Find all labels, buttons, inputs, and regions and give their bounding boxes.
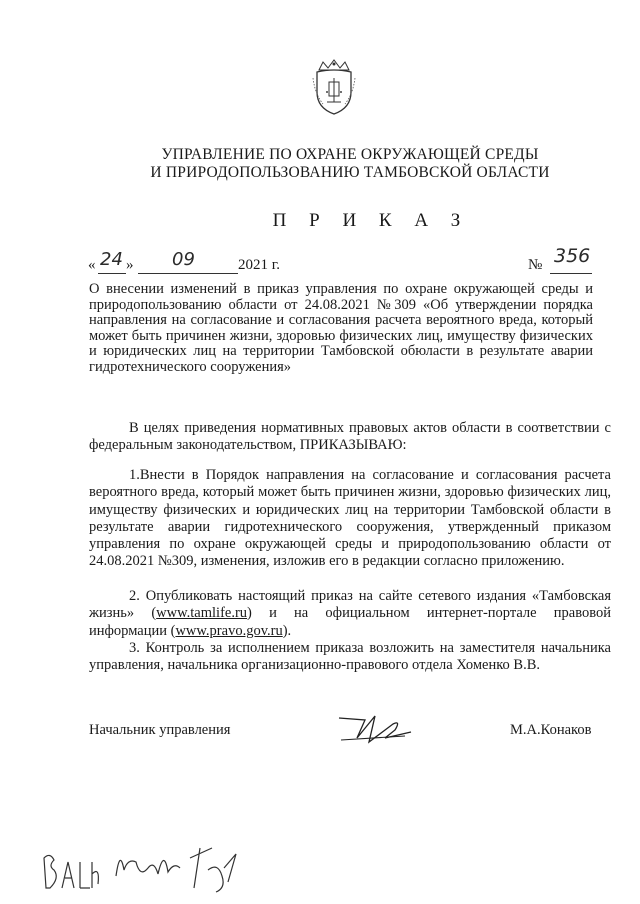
order-number: 356 <box>554 245 591 267</box>
organization-name-line1: УПРАВЛЕНИЕ ПО ОХРАНЕ ОКРУЖАЮЩЕЙ СРЕДЫ <box>161 146 539 163</box>
order-month: 09 <box>172 249 195 270</box>
item-3-paragraph: 3. Контроль за исполнением приказа возложить на заместителя начальника управления, начальника организационно-правового отдела Хоменко В.В. <box>89 640 611 674</box>
item-2-paragraph <box>89 588 611 640</box>
pravo-link[interactable]: www.pravo.gov.ru <box>175 622 283 639</box>
organization-name-line2: И ПРИРОДОПОЛЬЗОВАНИЮ ТАМБОВСКОЙ ОБЛАСТИ <box>150 164 550 181</box>
signer-name: М.А.Конаков <box>510 722 592 738</box>
document-title: П Р И К А З <box>272 210 470 231</box>
order-number-sign: № <box>528 257 543 273</box>
order-date-number-line <box>88 245 593 279</box>
intro-paragraph: В целях приведения нормативных правовых актов области в соответствии с федеральным законодательством, ПРИКАЗЫВАЮ: <box>89 420 611 454</box>
handwritten-signature <box>335 708 415 748</box>
signer-position: Начальник управления <box>89 722 231 738</box>
order-subject: О внесении изменений в приказ управления по охране окружающей среды и природопользованию области от 24.08.2021 №309 «Об утверждении порядка направления на согласование и согласования расчета вероятного вреда, который может быть причинен жизни, здоровью физических лиц, имуществу физических и юридических лиц на территории Тамбовской обюласти в результате аварии гидротехнического сооружения» <box>89 281 593 375</box>
date-quote-open: « <box>88 257 96 273</box>
tambov-coat-of-arms-icon <box>309 58 359 118</box>
tamlife-link[interactable]: www.tamlife.ru <box>156 605 248 622</box>
order-day: 24 <box>100 249 123 270</box>
item-2-text: ). <box>282 622 292 639</box>
date-quote-close: » <box>126 257 134 273</box>
order-year: 2021 г. <box>238 257 280 273</box>
item-1-paragraph: 1.Внести в Порядок направления на согласование и согласования расчета вероятного вреда, который может быть причинен жизни, здоровью физических лиц, имуществу физических и юридических лиц на территории Тамбовской области в результате аварии гидротехнического сооружения, утвержденный приказом управления по охране окружающей среды и природопользованию области от 24.08.2021 №309, изменения, изложив его в редакции согласно приложению. <box>89 467 611 570</box>
item-2-text: ) и на официальном интернет-портале правовой информации ( <box>89 605 611 639</box>
item-2-text: 2. Опубликовать настоящий приказ на сайте сетевого издания «Тамбовская жизнь» ( <box>89 588 611 622</box>
handwritten-approval-marks <box>40 818 260 898</box>
